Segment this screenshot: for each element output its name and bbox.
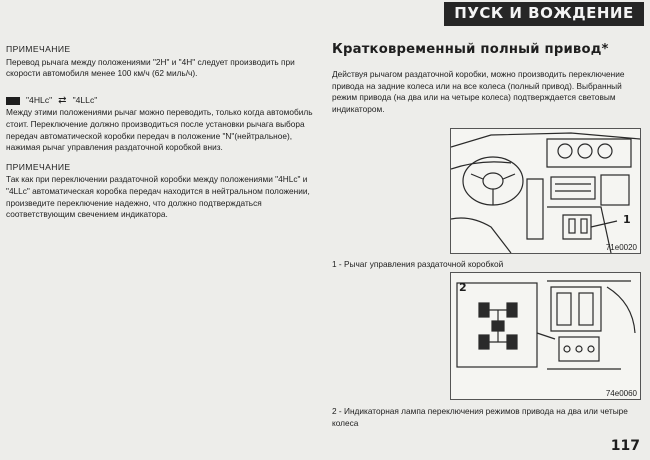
page-number: 117 <box>610 438 640 454</box>
section-header-title: ПУСК И ВОЖДЕНИЕ <box>454 4 634 22</box>
black-square-marker-icon <box>6 97 20 105</box>
figure-dashboard-lever <box>450 128 641 254</box>
mode-switch-line <box>6 95 318 107</box>
callout-1: 1 <box>623 213 631 226</box>
callout-2: 2 <box>459 281 467 294</box>
mode-to: "4LLc" <box>72 94 98 105</box>
intro-text: Действуя рычагом раздаточной коробки, можно производить переключение привода на задние колеса или на все колеса (полный привод). Выбранный режим привода (на два или на четыре колеса) подтверждается световым индикатором. <box>332 69 625 114</box>
figure-2-caption: 2 - Индикаторная лампа переключения режимов привода на два или четыре колеса <box>332 406 628 428</box>
section-title: Кратковременный полный привод* <box>332 42 609 57</box>
note-2-text: Так как при переключении раздаточной коробки между положениями "4HLc" и "4LLc" автоматическая коробка передач находится в нейтральном положении, произведите переключение надежно, что должно подтверждаться соответствующим свечением индикатора. <box>6 174 310 220</box>
note-1-text: Перевод рычага между положениями "2H" и "4H" следует производить при скорости автомобиля менее 100 км/ч (62 миль/ч). <box>6 56 295 79</box>
indicator-illustration <box>451 273 640 399</box>
mode-switch-text: Между этими положениями рычаг можно переводить, только когда автомобиль стоит. Переключение должно производиться после установки рычага выбора передач автоматической коробки передач в положение "N"(нейтральное), нажимая рычаг управления раздаточной коробкой вниз. <box>6 107 313 153</box>
left-column <box>6 44 318 221</box>
note-1-heading: ПРИМЕЧАНИЕ <box>6 44 71 54</box>
note-2-heading: ПРИМЕЧАНИЕ <box>6 161 71 172</box>
figure-2-code: 74e0060 <box>605 389 637 398</box>
header-bar <box>444 2 644 26</box>
dashboard-illustration <box>451 129 640 253</box>
switch-arrows-icon: ⇄ <box>58 94 67 106</box>
figure-indicator-lamp <box>450 272 641 400</box>
mode-from: "4HLc" <box>26 94 53 105</box>
figure-1-caption: 1 - Рычаг управления раздаточной коробкой <box>332 259 504 269</box>
right-column <box>332 42 644 115</box>
figure-1-code: 71e0020 <box>605 243 637 252</box>
